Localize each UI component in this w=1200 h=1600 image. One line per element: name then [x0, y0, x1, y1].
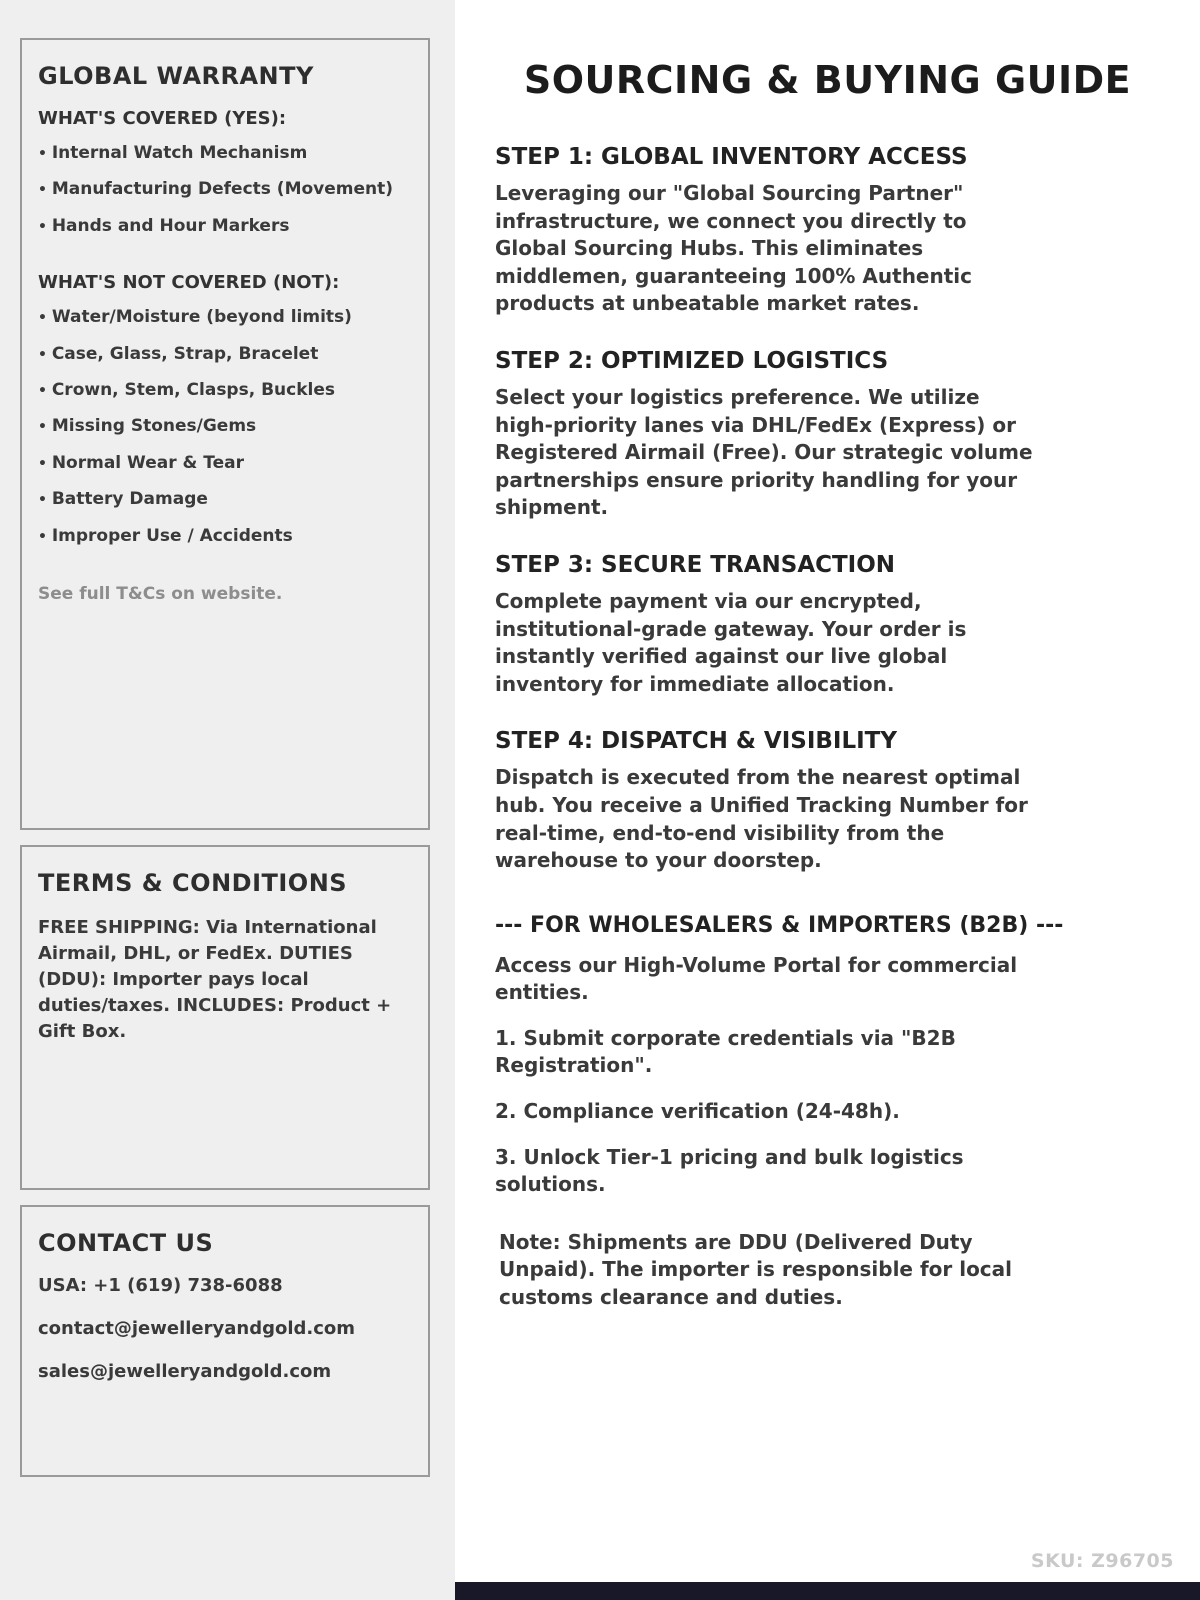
step-1-body: Leveraging our "Global Sourcing Partner" infrastructure, we connect you directly to Global Sourcing Hubs. This eliminates middlemen, guaranteeing 100% Authentic products at unbeatable market rates. — [495, 181, 973, 316]
not-covered-item: • Crown, Stem, Clasps, Buckles — [38, 380, 412, 400]
b2b-intro: Access our High-Volume Portal for commercial entities. — [495, 952, 1018, 1005]
covered-item: • Internal Watch Mechanism — [38, 143, 412, 163]
terms-title: TERMS & CONDITIONS — [38, 869, 348, 897]
sourcing-guide — [455, 0, 1200, 1600]
terms-panel — [20, 845, 430, 1190]
step-2-heading: STEP 2: OPTIMIZED LOGISTICS — [495, 347, 889, 374]
not-covered-item: • Normal Wear & Tear — [38, 453, 412, 473]
sku-label: SKU: Z96705 — [1030, 1550, 1174, 1572]
covered-item: • Manufacturing Defects (Movement) — [38, 179, 412, 199]
warranty-title: GLOBAL WARRANTY — [38, 62, 314, 90]
not-covered-item: • Water/Moisture (beyond limits) — [38, 307, 412, 327]
contact-email-primary: contact@jewelleryandgold.com — [38, 1318, 356, 1339]
info-sidebar — [0, 0, 455, 1600]
terms-body: FREE SHIPPING: Via International Airmail, DHL, or FedEx. DUTIES (DDU): Importer pays local duties/taxes. INCLUDES: Product + Gift Box. — [38, 917, 392, 1043]
step-4-heading: STEP 4: DISPATCH & VISIBILITY — [495, 728, 898, 755]
b2b-item-1: 1. Submit corporate credentials via "B2B Registration". — [495, 1025, 956, 1078]
step-3-body: Complete payment via our encrypted, institutional-grade gateway. Your order is instantly verified against our live global inventory for immediate allocation. — [495, 588, 967, 696]
b2b-item-2: 2. Compliance verification (24-48h). — [495, 1099, 900, 1124]
b2b-item-3: 3. Unlock Tier-1 pricing and bulk logistics solutions. — [495, 1144, 964, 1197]
covered-item: • Hands and Hour Markers — [38, 216, 412, 236]
global-warranty-panel — [20, 38, 430, 830]
contact-panel — [20, 1205, 430, 1477]
b2b-heading: --- FOR WHOLESALERS & IMPORTERS (B2B) --- — [495, 912, 1064, 938]
footer-bar — [455, 1582, 1200, 1600]
not-covered-item: • Missing Stones/Gems — [38, 416, 412, 436]
contact-phone: USA: +1 (619) 738-6088 — [38, 1275, 283, 1296]
step-1-heading: STEP 1: GLOBAL INVENTORY ACCESS — [495, 144, 968, 170]
covered-heading: WHAT'S COVERED (YES): — [38, 108, 287, 129]
page-title: SOURCING & BUYING GUIDE — [523, 58, 1132, 102]
step-2-body: Select your logistics preference. We utilize high-priority lanes via DHL/FedEx (Express) or Registered Airmail (Free). Our strategic volume partnerships ensure priority handling for your shipment. — [495, 384, 1033, 520]
not-covered-item: • Case, Glass, Strap, Bracelet — [38, 344, 412, 364]
contact-email-sales: sales@jewelleryandgold.com — [38, 1361, 332, 1382]
warranty-footnote: See full T&Cs on website. — [38, 583, 283, 604]
not-covered-list — [38, 307, 412, 546]
step-3-heading: STEP 3: SECURE TRANSACTION — [495, 551, 896, 578]
b2b-note: Note: Shipments are DDU (Delivered Duty Unpaid). The importer is responsible for local customs clearance and duties. — [499, 1229, 1013, 1310]
step-4-body: Dispatch is executed from the nearest optimal hub. You receive a Unified Tracking Number for real-time, end-to-end visibility from the warehouse to your doorstep. — [495, 765, 1028, 873]
contact-title: CONTACT US — [38, 1229, 214, 1257]
covered-list — [38, 143, 412, 236]
not-covered-item: • Improper Use / Accidents — [38, 526, 412, 546]
not-covered-heading: WHAT'S NOT COVERED (NOT): — [38, 272, 340, 294]
not-covered-item: • Battery Damage — [38, 489, 412, 509]
